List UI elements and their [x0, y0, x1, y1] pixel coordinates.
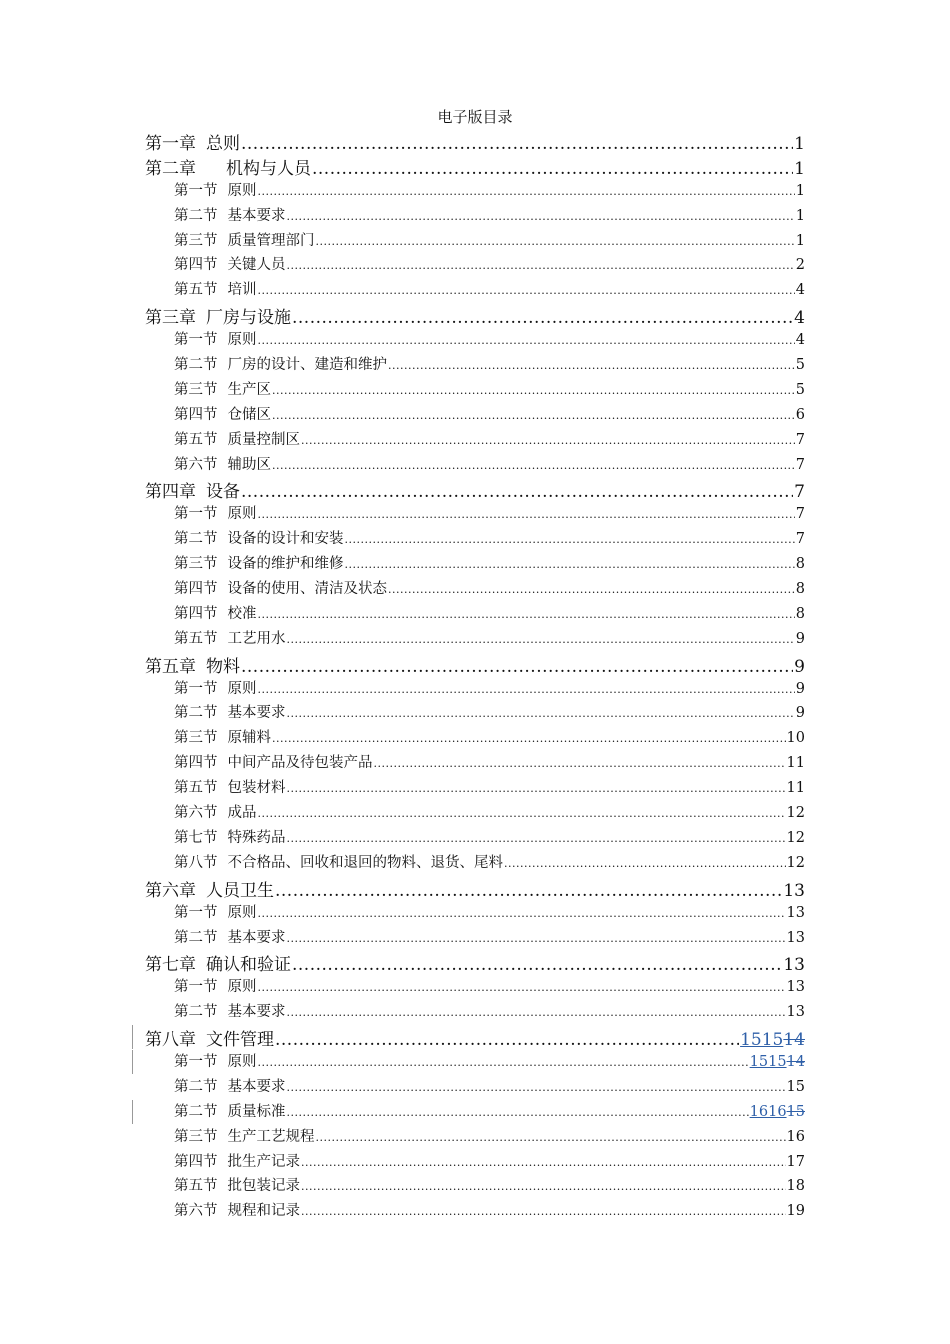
dot-leader — [292, 955, 782, 975]
toc-entry-text: 原则 — [227, 979, 257, 996]
toc-section-entry[interactable] — [145, 726, 805, 751]
dot-leader — [504, 857, 786, 870]
toc-entry-number: 第四节 — [174, 755, 218, 772]
toc-section-entry[interactable] — [145, 229, 805, 254]
dot-leader — [258, 284, 795, 297]
dot-leader — [287, 1081, 786, 1094]
toc-entry-label — [174, 552, 344, 573]
revision-deleted-text: 14 — [786, 1053, 805, 1070]
toc-entry-label — [174, 627, 286, 648]
toc-entry-number: 第八节 — [174, 854, 218, 871]
toc-page-number: 12 — [786, 829, 805, 846]
toc-section-entry[interactable] — [145, 502, 805, 527]
toc-title: 电子版目录 — [437, 108, 513, 126]
toc-page-number: 7 — [794, 482, 805, 503]
dot-leader — [258, 608, 795, 621]
toc-section-entry[interactable] — [145, 926, 805, 951]
toc-section-entry[interactable] — [145, 1075, 805, 1100]
toc-page-number — [740, 1030, 805, 1050]
toc-section-entry[interactable] — [145, 353, 805, 378]
toc-page-number: 11 — [786, 780, 805, 797]
toc-page-number: 12 — [786, 805, 805, 822]
toc-entry-label — [174, 776, 286, 797]
toc-page-number: 19 — [786, 1203, 805, 1220]
dot-leader — [312, 159, 793, 179]
dot-leader — [301, 434, 795, 447]
toc-entry-text: 文件管理 — [206, 1030, 274, 1051]
toc-entry-text: 原辅料 — [227, 730, 271, 747]
toc-entry-number: 第六节 — [174, 1203, 218, 1220]
toc-entry-number: 第二章 — [145, 158, 196, 179]
toc-entry-label — [174, 1199, 300, 1220]
toc-section-entry[interactable] — [145, 776, 805, 801]
toc-entry-label — [145, 652, 240, 677]
toc-entry-label — [174, 328, 257, 349]
toc-entry-label — [174, 1075, 286, 1096]
dot-leader — [301, 1156, 786, 1169]
toc-entry-text: 物料 — [206, 656, 240, 677]
toc-entry-label — [174, 378, 271, 399]
toc-entry-label — [174, 428, 300, 449]
toc-section-entry[interactable] — [145, 851, 805, 876]
toc-entry-text: 基本要求 — [227, 1078, 286, 1095]
toc-entry-number: 第六节 — [174, 456, 218, 473]
dot-leader — [345, 558, 795, 571]
dot-leader — [272, 732, 786, 745]
toc-page-number: 8 — [795, 556, 805, 573]
revision-deleted-text: 15 — [786, 1103, 805, 1120]
toc-chapter-entry[interactable] — [145, 129, 805, 154]
toc-entry-number: 第二节 — [174, 705, 218, 722]
dot-leader — [287, 782, 786, 795]
toc-entry-number: 第七章 — [145, 955, 196, 976]
toc-entry-label — [174, 527, 344, 548]
toc-page-number: 11 — [786, 755, 805, 772]
dot-leader — [275, 881, 782, 901]
toc-entry-label — [174, 1174, 300, 1195]
toc-page-number: 6 — [795, 406, 805, 423]
toc-entry-text: 机构与人员 — [226, 158, 311, 179]
toc-page-number: 1 — [795, 207, 805, 224]
toc-page-number: 8 — [795, 605, 805, 622]
toc-section-entry[interactable] — [145, 1000, 805, 1025]
toc-page-number: 8 — [795, 581, 805, 598]
toc-entry-text: 设备 — [206, 482, 240, 503]
toc-entry-label — [174, 602, 257, 623]
toc-entry-number: 第四章 — [145, 482, 196, 503]
toc-entry-text: 关键人员 — [227, 257, 286, 274]
toc-entry-label — [174, 851, 503, 872]
toc-entry-label — [145, 876, 274, 901]
dot-leader — [258, 1056, 749, 1069]
toc-entry-number: 第二节 — [174, 1078, 218, 1095]
toc-entry-text: 基本要求 — [227, 1004, 286, 1021]
toc-section-entry[interactable] — [145, 627, 805, 652]
toc-entry-text: 质量管理部门 — [227, 232, 315, 249]
dot-leader — [258, 907, 786, 920]
toc-entry-number: 第三节 — [174, 381, 218, 398]
toc-entry-number: 第一节 — [174, 1053, 218, 1070]
dot-leader — [272, 409, 795, 422]
toc-entry-label — [174, 229, 315, 250]
toc-entry-text: 基本要求 — [227, 207, 286, 224]
toc-entry-number: 第五节 — [174, 780, 218, 797]
toc-entry-label — [145, 1025, 274, 1050]
dot-leader — [316, 235, 795, 248]
toc-page-number: 9 — [795, 705, 805, 722]
toc-chapter-entry[interactable] — [145, 950, 805, 975]
toc-entry-label — [174, 677, 257, 698]
toc-entry-label — [145, 477, 240, 502]
dot-leader — [287, 1006, 786, 1019]
dot-leader — [388, 359, 795, 372]
toc-page-number: 1 — [795, 182, 805, 199]
dot-leader — [258, 334, 795, 347]
toc-section-entry[interactable] — [145, 328, 805, 353]
toc-section-entry[interactable] — [145, 378, 805, 403]
toc-section-entry[interactable] — [145, 975, 805, 1000]
toc-section-entry[interactable] — [145, 552, 805, 577]
toc-section-entry[interactable] — [145, 801, 805, 826]
revision-change-bar — [132, 1050, 133, 1074]
dot-leader — [241, 482, 793, 502]
toc-page-number: 13 — [786, 904, 805, 921]
toc-section-entry[interactable] — [145, 204, 805, 229]
toc-page-number: 7 — [795, 431, 805, 448]
toc-entry-text: 辅助区 — [227, 456, 271, 473]
toc-page-number: 1 — [794, 134, 805, 154]
toc-entry-label — [174, 577, 387, 598]
toc-entry-number: 第四节 — [174, 257, 218, 274]
dot-leader — [374, 757, 786, 770]
toc-entry-text: 基本要求 — [227, 929, 286, 946]
toc-entry-number: 第二节 — [174, 207, 218, 224]
toc-entry-text: 原则 — [227, 506, 257, 523]
dot-leader — [388, 583, 795, 596]
toc-entry-number: 第三章 — [145, 308, 196, 329]
toc-entry-label — [174, 901, 257, 922]
toc-page-number: 13 — [786, 929, 805, 946]
toc-entry-number: 第一节 — [174, 904, 218, 921]
toc-section-entry[interactable] — [145, 278, 805, 303]
toc-page-number: 15 — [786, 1078, 805, 1095]
toc-page-number: 4 — [794, 308, 805, 329]
toc-section-entry[interactable] — [145, 179, 805, 204]
toc-section-entry[interactable] — [145, 1199, 805, 1224]
toc-section-entry[interactable] — [145, 1125, 805, 1150]
toc-section-entry[interactable] — [145, 453, 805, 478]
toc-entry-text: 生产区 — [227, 381, 271, 398]
toc-entry-number: 第一节 — [174, 979, 218, 996]
toc-entry-text: 设备的维护和维修 — [227, 556, 344, 573]
dot-leader — [287, 932, 786, 945]
toc-entry-number: 第四节 — [174, 581, 218, 598]
toc-entry-text: 质量控制区 — [227, 431, 300, 448]
toc-entry-number: 第七节 — [174, 829, 218, 846]
toc-chapter-entry[interactable] — [145, 652, 805, 677]
toc-entry-number: 第二节 — [174, 1004, 218, 1021]
dot-leader — [287, 210, 795, 223]
toc-entry-number: 第二节 — [174, 357, 218, 374]
toc-page-number: 1 — [794, 158, 805, 179]
toc-entry-label — [174, 1150, 300, 1171]
toc-page-number: 4 — [795, 332, 805, 349]
dot-leader — [287, 1106, 749, 1119]
dot-leader — [258, 807, 786, 820]
toc-entry-text: 特殊药品 — [227, 829, 286, 846]
toc-entry-number: 第二节 — [174, 531, 218, 548]
table-of-contents — [145, 129, 805, 1224]
toc-page-number: 13 — [783, 955, 805, 976]
toc-entry-label — [174, 926, 286, 947]
toc-entry-label — [145, 129, 240, 154]
toc-entry-text: 设备的使用、清洁及状态 — [227, 581, 387, 598]
toc-entry-label — [174, 975, 257, 996]
toc-page-number: 9 — [795, 630, 805, 647]
toc-page-number — [750, 1054, 805, 1070]
toc-chapter-entry[interactable] — [145, 154, 805, 179]
dot-leader — [258, 185, 795, 198]
toc-section-entry[interactable] — [145, 527, 805, 552]
toc-entry-text: 校准 — [227, 605, 257, 622]
revision-inserted-text: 1515 — [740, 1030, 784, 1051]
revision-change-bar — [132, 1025, 133, 1049]
toc-page-number: 16 — [786, 1128, 805, 1145]
toc-entry-number: 第四节 — [174, 605, 218, 622]
toc-section-entry[interactable] — [145, 826, 805, 851]
dot-leader — [292, 308, 793, 328]
toc-entry-text: 批包装记录 — [227, 1178, 300, 1195]
toc-entry-number: 第三节 — [174, 232, 218, 249]
toc-entry-number: 第五节 — [174, 282, 218, 299]
dot-leader — [241, 657, 793, 677]
toc-entry-text: 仓储区 — [227, 406, 271, 423]
toc-entry-label — [174, 278, 257, 299]
toc-entry-label — [174, 204, 286, 225]
toc-page-number: 12 — [786, 854, 805, 871]
toc-entry-label — [174, 826, 286, 847]
toc-entry-text: 成品 — [227, 805, 257, 822]
toc-entry-label — [174, 801, 257, 822]
dot-leader — [345, 533, 795, 546]
toc-page-number: 2 — [795, 257, 805, 274]
toc-entry-label — [145, 950, 291, 975]
toc-entry-number: 第一节 — [174, 506, 218, 523]
toc-entry-text: 生产工艺规程 — [227, 1128, 315, 1145]
toc-section-entry[interactable] — [145, 403, 805, 428]
toc-entry-label — [174, 453, 271, 474]
toc-entry-text: 设备的设计和安装 — [227, 531, 344, 548]
toc-page-number: 5 — [795, 381, 805, 398]
toc-entry-text: 批生产记录 — [227, 1153, 300, 1170]
toc-entry-number: 第八章 — [145, 1030, 196, 1051]
toc-entry-number: 第六节 — [174, 805, 218, 822]
toc-entry-number: 第一章 — [145, 134, 196, 154]
toc-page-number: 13 — [786, 979, 805, 996]
toc-page-number: 17 — [786, 1153, 805, 1170]
dot-leader — [275, 1030, 739, 1050]
toc-entry-number: 第三节 — [174, 1128, 218, 1145]
toc-entry-text: 厂房与设施 — [206, 308, 291, 329]
toc-section-entry[interactable] — [145, 677, 805, 702]
dot-leader — [272, 459, 795, 472]
toc-entry-label — [174, 403, 271, 424]
toc-page-number: 13 — [786, 1004, 805, 1021]
toc-section-entry[interactable] — [145, 701, 805, 726]
toc-entry-text: 规程和记录 — [227, 1203, 300, 1220]
toc-entry-label — [145, 154, 311, 179]
dot-leader — [287, 633, 795, 646]
dot-leader — [287, 832, 786, 845]
toc-page-number: 9 — [794, 656, 805, 677]
toc-page-number: 5 — [795, 357, 805, 374]
dot-leader — [316, 1131, 786, 1144]
toc-entry-text: 原则 — [227, 182, 257, 199]
toc-section-entry[interactable] — [145, 602, 805, 627]
toc-entry-text: 厂房的设计、建造和维护 — [227, 357, 387, 374]
toc-entry-number: 第三节 — [174, 730, 218, 747]
toc-page-number — [750, 1104, 805, 1120]
toc-entry-text: 人员卫生 — [206, 880, 274, 901]
toc-entry-number: 第一节 — [174, 182, 218, 199]
toc-entry-label — [174, 1050, 257, 1071]
toc-entry-text: 培训 — [227, 282, 257, 299]
toc-entry-label — [174, 726, 271, 747]
toc-section-entry[interactable] — [145, 577, 805, 602]
toc-entry-text: 总则 — [206, 134, 240, 154]
toc-chapter-entry[interactable] — [145, 303, 805, 328]
toc-entry-number: 第五节 — [174, 630, 218, 647]
toc-entry-label — [174, 253, 286, 274]
toc-entry-number: 第二节 — [174, 929, 218, 946]
toc-page-number: 1 — [795, 232, 805, 249]
dot-leader — [287, 707, 795, 720]
dot-leader — [272, 384, 795, 397]
toc-entry-number: 第二节 — [174, 1103, 218, 1120]
dot-leader — [258, 508, 795, 521]
toc-entry-text: 原则 — [227, 1053, 257, 1070]
toc-section-entry[interactable] — [145, 1174, 805, 1199]
toc-page-number: 7 — [795, 506, 805, 523]
toc-entry-text: 原则 — [227, 680, 257, 697]
toc-entry-number: 第三节 — [174, 556, 218, 573]
toc-entry-label — [174, 701, 286, 722]
toc-entry-text: 原则 — [227, 332, 257, 349]
toc-entry-number: 第五节 — [174, 431, 218, 448]
toc-chapter-entry[interactable] — [145, 1025, 805, 1050]
toc-entry-label — [174, 1125, 315, 1146]
toc-chapter-entry[interactable] — [145, 876, 805, 901]
toc-page-number: 7 — [795, 456, 805, 473]
toc-section-entry[interactable] — [145, 751, 805, 776]
revision-deleted-text: 14 — [783, 1030, 805, 1051]
revision-change-bar — [132, 1100, 133, 1124]
toc-entry-label — [145, 303, 291, 328]
dot-leader — [258, 683, 795, 696]
toc-page-number: 7 — [795, 531, 805, 548]
toc-entry-text: 不合格品、回收和退回的物料、退货、尾料 — [227, 854, 503, 871]
toc-entry-number: 第四节 — [174, 406, 218, 423]
dot-leader — [241, 134, 793, 154]
toc-entry-text: 原则 — [227, 904, 257, 921]
toc-entry-label — [174, 502, 257, 523]
dot-leader — [301, 1205, 786, 1218]
toc-entry-text: 质量标准 — [227, 1103, 286, 1120]
toc-entry-label — [174, 1100, 286, 1121]
revision-inserted-text: 1616 — [749, 1103, 787, 1120]
toc-entry-label — [174, 751, 373, 772]
toc-chapter-entry[interactable] — [145, 477, 805, 502]
toc-entry-number: 第四节 — [174, 1153, 218, 1170]
toc-section-entry[interactable] — [145, 428, 805, 453]
toc-section-entry[interactable] — [145, 1150, 805, 1175]
dot-leader — [287, 259, 795, 272]
toc-entry-label — [174, 1000, 286, 1021]
toc-page-number: 18 — [786, 1178, 805, 1195]
dot-leader — [301, 1180, 786, 1193]
toc-section-entry[interactable] — [145, 1050, 805, 1075]
dot-leader — [258, 981, 786, 994]
toc-section-entry[interactable] — [145, 253, 805, 278]
toc-entry-label — [174, 179, 257, 200]
toc-page-number: 4 — [795, 282, 805, 299]
toc-entry-number: 第一节 — [174, 332, 218, 349]
toc-entry-label — [174, 353, 387, 374]
toc-section-entry[interactable] — [145, 1100, 805, 1125]
toc-entry-text: 工艺用水 — [227, 630, 286, 647]
toc-entry-text: 包装材料 — [227, 780, 286, 797]
toc-entry-number: 第一节 — [174, 680, 218, 697]
toc-page-number: 9 — [795, 680, 805, 697]
toc-entry-text: 中间产品及待包装产品 — [227, 755, 373, 772]
revision-inserted-text: 1515 — [749, 1053, 787, 1070]
toc-entry-text: 确认和验证 — [206, 955, 291, 976]
toc-entry-number: 第六章 — [145, 880, 196, 901]
toc-section-entry[interactable] — [145, 901, 805, 926]
toc-page-number: 10 — [786, 730, 805, 747]
toc-page-number: 13 — [783, 880, 805, 901]
toc-entry-number: 第五节 — [174, 1178, 218, 1195]
toc-entry-text: 基本要求 — [227, 705, 286, 722]
toc-entry-number: 第五章 — [145, 656, 196, 677]
